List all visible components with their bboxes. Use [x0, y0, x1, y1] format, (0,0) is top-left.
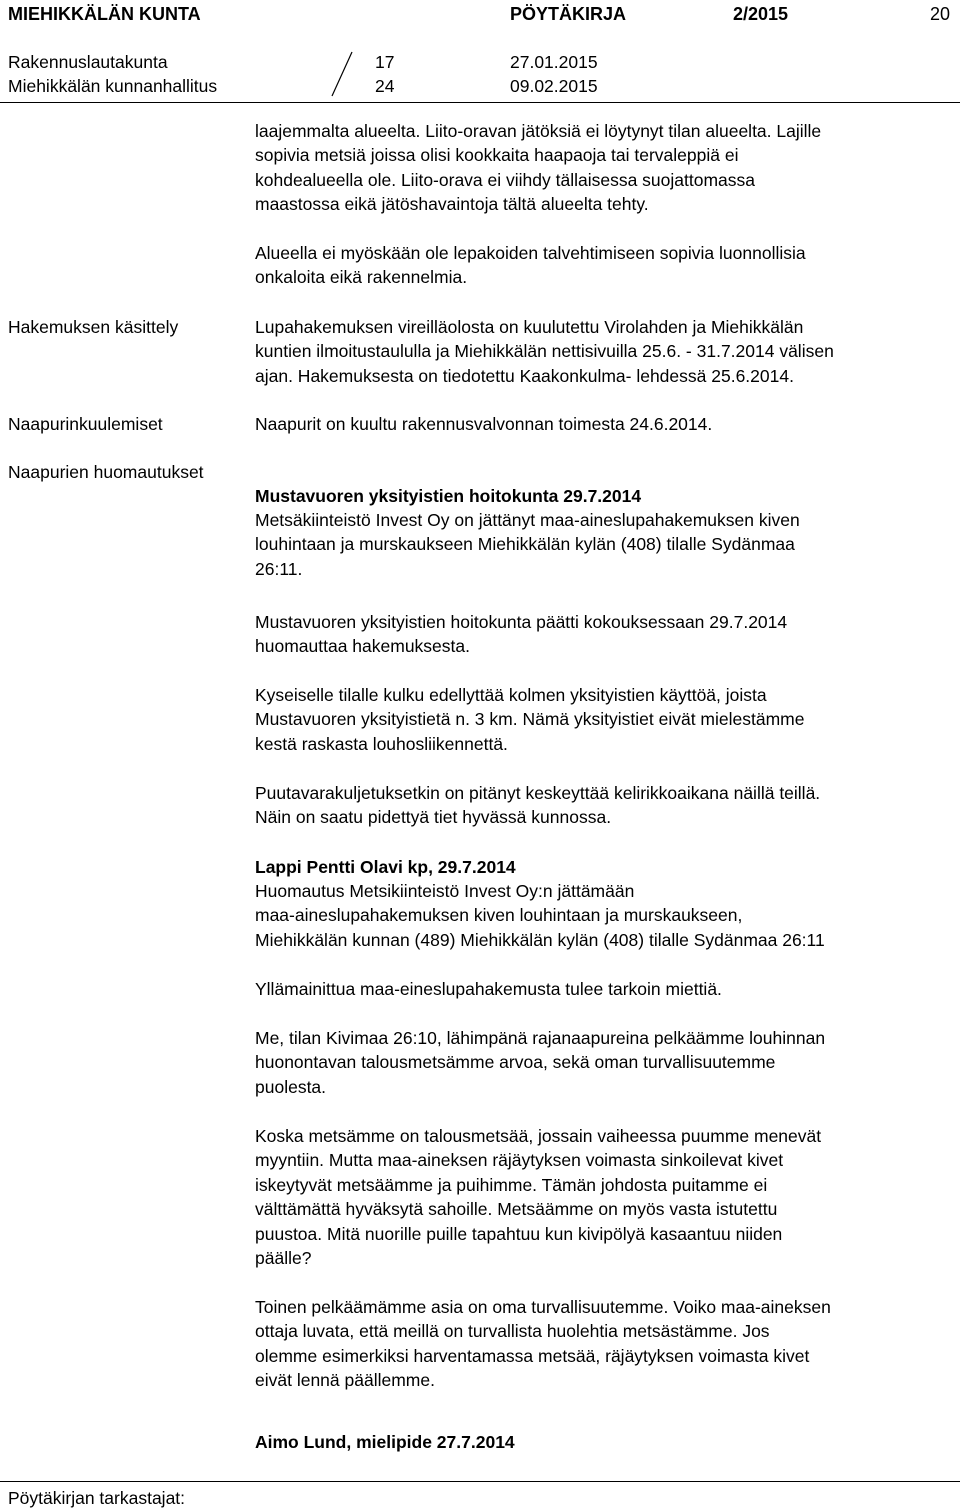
paragraph-liito-orava: laajemmalta alueelta. Liito-oravan jätöksiä ei löytynyt tilan alueelta. Lajille sopivia metsiä joissa olisi kookkaita haapaoja tai tervaleppiä ei kohdealueella ole. Liito-orava ei viihdy tällaisessa suojattomassa maastossa eikä jätöshavaintoja tältä alueelta tehty. [255, 121, 822, 215]
paragraph-talousmetsa: Koska metsämme on talousmetsää, jossain vaiheessa puumme menevät myyntiin. Mutta maa-aineksen räjäytyksen voimasta sinkoilevat kivet iskeytyvät metsäämme ja puihimme. Tämän johdosta puitamme ei välttämättä hyväksytä sahoille. Metsäämme on myös vasta istutettu puustoa. Mitä nuorille puille tapahtuu kun kivipölyä kasaantuu niiden päälle? [255, 1126, 822, 1269]
paragraph-kivimaa: Me, tilan Kivimaa 26:10, lähimpänä rajanaapureina pelkäämme louhinnan huonontavan talousmetsämme arvoa, sekä oman turvallisuutemme puolesta. [255, 1028, 826, 1097]
document-number: 2/2015 [733, 4, 789, 24]
page-number: 20 [930, 4, 951, 24]
municipality-name: MIEHIKKÄLÄN KUNTA [8, 4, 201, 24]
paragraph-hakemuksen-kasittely: Lupahakemuksen vireilläolosta on kuulutettu Virolahden ja Miehikkälän kuntien ilmoitustaululla ja Miehikkälän nettisivuilla 25.6. - 31.7.2014 välisen ajan. Hakemuksesta on tiedotettu Kaakonkulma- lehdessä 25.6.2014. [255, 317, 834, 386]
paragraph-huomautus: Huomautus Metsikiinteistö Invest Oy:n jättämään maa-aineslupahakemuksen kiven louhintaan ja murskaukseen, Miehikkälän kunnan (489) Miehikkälän kylän (408) tilalle Sydänmaa 26:11 [255, 881, 825, 950]
heading-mustavuoren-hoitokunta: Mustavuoren yksityistien hoitokunta 29.7.2014 [255, 486, 642, 506]
paragraph-hoitokunta-paatti: Mustavuoren yksityistien hoitokunta päätti kokouksessaan 29.7.2014 huomauttaa hakemuksesta. [255, 612, 788, 657]
section-label-naapurinkuulemiset: Naapurinkuulemiset [8, 414, 163, 434]
section-label-naapurien-huomautukset: Naapurien huomautukset [8, 462, 204, 482]
section-label-hakemuksen-kasittely: Hakemuksen käsittely [8, 317, 179, 337]
paragraph-naapurinkuulemiset: Naapurit on kuultu rakennusvalvonnan toimesta 24.6.2014. [255, 414, 713, 434]
document-type: PÖYTÄKIRJA [510, 4, 627, 24]
header-rule [0, 102, 960, 103]
paragraph-lepakot: Alueella ei myöskään ole lepakoiden talvehtimiseen sopivia luonnollisia onkaloita eikä rakennelmia. [255, 243, 806, 288]
paragraph-metsakiinteisto: Metsäkiinteistö Invest Oy on jättänyt maa-aineslupahakemuksen kiven louhintaan ja murskaukseen Miehikkälän kylän (408) tilalle Sydänmaa 26:11. [255, 510, 800, 579]
meeting-section: 24 [375, 76, 395, 96]
meeting-date: 27.01.2015 [510, 52, 598, 72]
heading-aimo-lund: Aimo Lund, mielipide 27.7.2014 [255, 1432, 515, 1452]
meeting-section: 17 [375, 52, 395, 72]
meeting-body: Miehikkälän kunnanhallitus [8, 76, 218, 96]
meeting-body: Rakennuslautakunta [8, 52, 168, 72]
meeting-date: 09.02.2015 [510, 76, 598, 96]
footer-rule [0, 1481, 960, 1482]
paragraph-yllamainittua: Yllämainittua maa-eineslupahakemusta tulee tarkoin miettiä. [255, 979, 722, 999]
header-slash-divider [330, 50, 354, 98]
paragraph-puutavarakuljetukset: Puutavarakuljetuksetkin on pitänyt keskeyttää kelirikkoaikana näillä teillä. Näin on saatu pidettyä tiet hyvässä kunnossa. [255, 783, 821, 828]
heading-lappi-pentti: Lappi Pentti Olavi kp, 29.7.2014 [255, 857, 516, 877]
paragraph-turvallisuus: Toinen pelkäämämme asia on oma turvallisuutemme. Voiko maa-aineksen ottaja luvata, että meillä on turvallista huolehtia metsästämme. Jos olemme esimerkiksi harventamassa metsää, räjäytyksen voimasta kivet eivät lennä päällemme. [255, 1297, 831, 1391]
paragraph-kulku: Kyseiselle tilalle kulku edellyttää kolmen yksityistien käyttöä, joista Mustavuoren yksityistietä n. 3 km. Nämä yksityistiet eivät mielestämme kestä raskasta louhosliikennettä. [255, 685, 805, 754]
footer-inspectors-label: Pöytäkirjan tarkastajat: [8, 1488, 186, 1508]
